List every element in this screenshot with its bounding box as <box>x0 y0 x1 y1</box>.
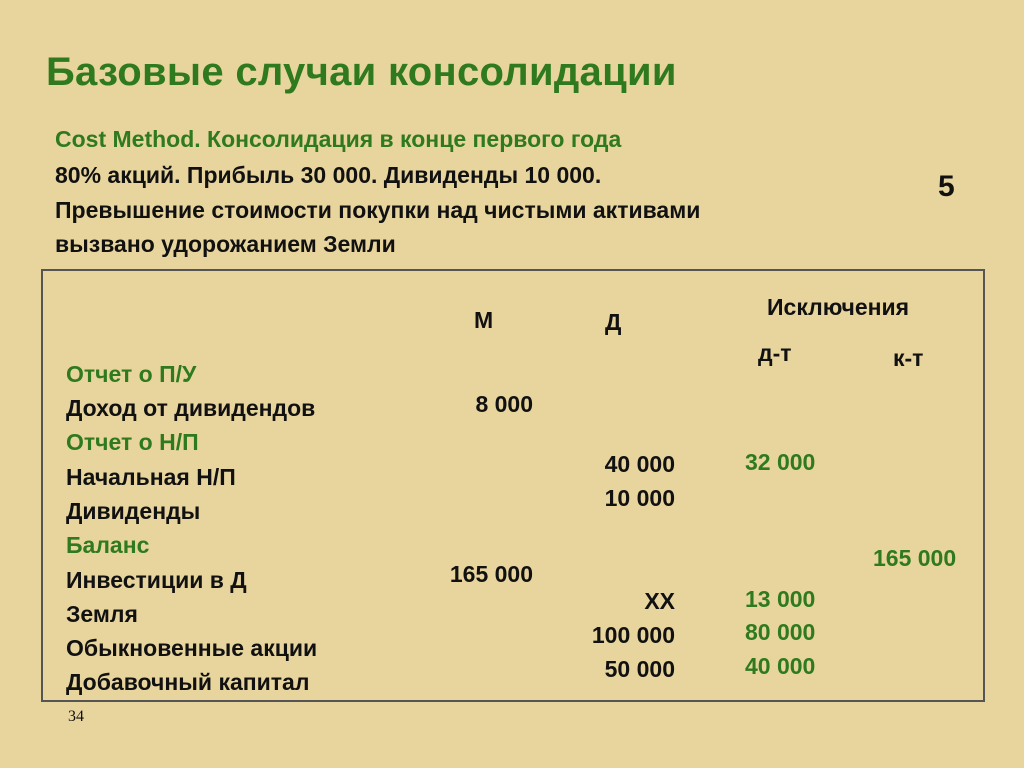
row-label-balance: Баланс <box>66 532 150 558</box>
header-exclusions: Исключения <box>767 294 910 320</box>
row-label-dividends: Дивиденды <box>66 498 201 524</box>
row-label-re-report: Отчет о Н/П <box>66 429 199 455</box>
d-land: XX <box>644 588 675 614</box>
dt-common-stock: 80 000 <box>745 619 816 645</box>
header-debit: д-т <box>758 340 792 366</box>
row-label-apic: Добавочный капитал <box>66 669 310 695</box>
header-credit: к-т <box>893 345 924 371</box>
subtitle-line-4: вызвано удорожанием Земли <box>55 231 396 257</box>
page-number: 34 <box>68 708 84 725</box>
d-opening-re: 40 000 <box>604 451 675 477</box>
dt-apic: 40 000 <box>745 653 816 679</box>
subtitle-line-2: 80% акций. Прибыль 30 000. Дивиденды 10 000. <box>55 162 602 188</box>
row-label-investment: Инвестиции в Д <box>66 567 247 593</box>
subtitle-line-3: Превышение стоимости покупки над чистыми активами <box>55 197 701 223</box>
m-dividend-income: 8 000 <box>475 391 533 417</box>
row-label-pl-report: Отчет о П/У <box>66 361 197 387</box>
row-label-dividend-income: Доход от дивидендов <box>66 395 316 421</box>
d-dividends: 10 000 <box>604 485 675 511</box>
row-label-land: Земля <box>66 601 138 627</box>
row-label-common-stock: Обыкновенные акции <box>66 635 318 661</box>
row-label-opening-re: Начальная Н/П <box>66 464 236 490</box>
m-investment: 165 000 <box>449 561 533 587</box>
dt-land: 13 000 <box>745 586 816 612</box>
kt-balance-investment: 165 000 <box>873 545 957 571</box>
d-apic: 50 000 <box>604 656 675 682</box>
dt-opening-re: 32 000 <box>745 449 816 475</box>
d-common-stock: 100 000 <box>591 622 675 648</box>
slide-title: Базовые случаи консолидации <box>46 50 677 94</box>
header-d: Д <box>605 309 622 335</box>
header-m: М <box>474 307 494 333</box>
slide-number: 5 <box>938 170 955 203</box>
subtitle-line-1: Cost Method. Консолидация в конце первого года <box>55 126 622 152</box>
